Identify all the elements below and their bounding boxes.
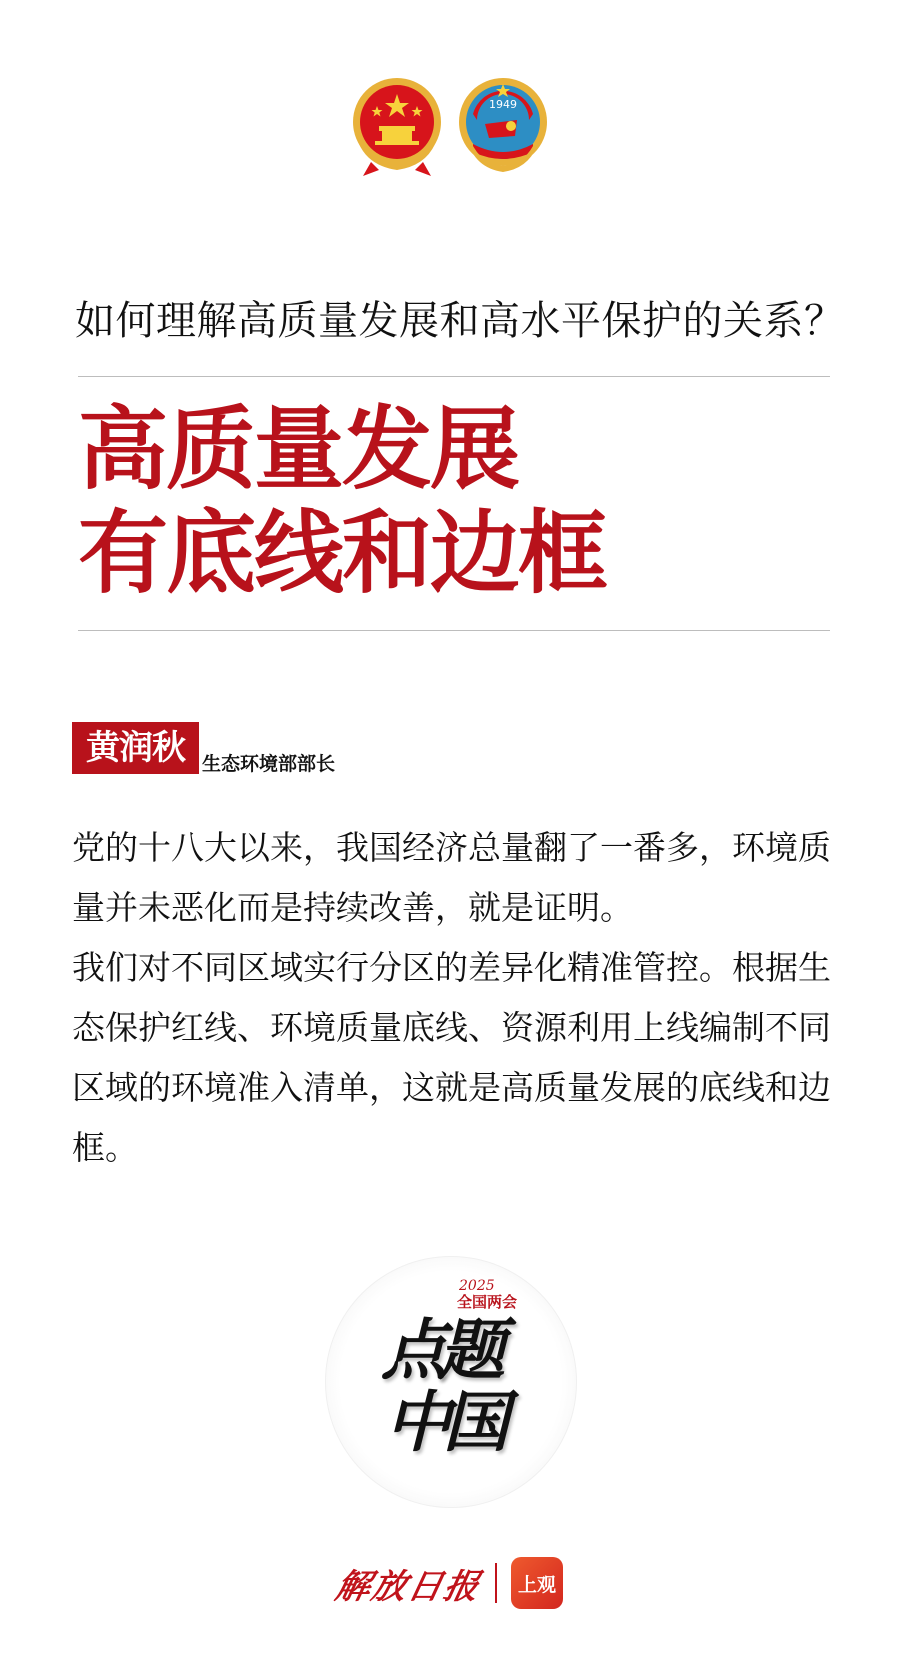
headline bbox=[78, 398, 838, 606]
app-logo: 上观 bbox=[511, 1557, 563, 1609]
svg-text:1949: 1949 bbox=[489, 98, 517, 111]
bottom-divider bbox=[78, 630, 830, 631]
cppcc-emblem-icon bbox=[455, 74, 551, 178]
badge-title-line-2: 中国 bbox=[385, 1384, 501, 1461]
badge-event: 全国两会 bbox=[457, 1293, 518, 1311]
quote-paragraph-1: 党的十八大以来，我国经济总量翻了一番多，环境质量并未恶化而是持续改善，就是证明。 bbox=[72, 828, 831, 927]
question-heading: 如何理解高质量发展和高水平保护的关系？ bbox=[75, 298, 845, 344]
headline-line-2: 有底线和边框 bbox=[78, 501, 606, 606]
column-badge bbox=[325, 1256, 577, 1508]
speaker-name: 黄润秋 bbox=[72, 722, 199, 774]
newspaper-logo: 解放日报 bbox=[332, 1566, 485, 1607]
footer-separator bbox=[495, 1563, 497, 1603]
footer-logos bbox=[0, 1555, 900, 1611]
quote-paragraph-2: 我们对不同区域实行分区的差异化精准管控。根据生态保护红线、环境质量底线、资源利用上线编制不同区域的环境准入清单，这就是高质量发展的底线和边框。 bbox=[72, 948, 831, 1167]
emblem-row bbox=[0, 74, 900, 178]
speaker-title: 生态环境部部长 bbox=[202, 753, 336, 775]
headline-line-1: 高质量发展 bbox=[78, 397, 518, 502]
top-divider bbox=[78, 376, 830, 377]
badge-year: 2025 bbox=[459, 1278, 495, 1294]
quote-body bbox=[72, 818, 842, 1178]
badge-title-line-1: 点题 bbox=[381, 1312, 497, 1389]
national-emblem-icon bbox=[349, 74, 445, 178]
